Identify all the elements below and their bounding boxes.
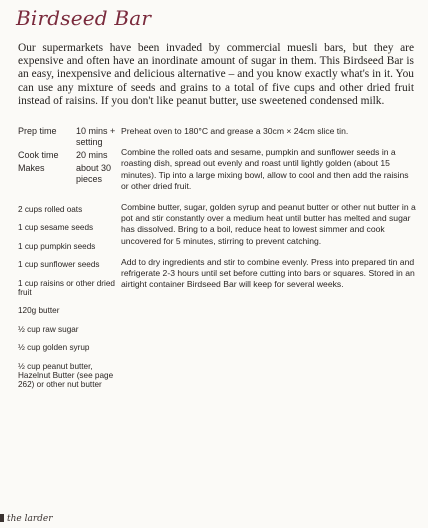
prep-time-value: 10 mins + setting: [76, 126, 116, 147]
recipe-meta: [18, 126, 128, 187]
makes-label: Makes: [18, 163, 45, 173]
makes-value: about 30 pieces: [76, 163, 112, 184]
ingredient-item: ½ cup golden syrup: [18, 343, 90, 353]
cook-time-label: Cook time: [18, 150, 59, 160]
ingredient-item: 1 cup sunflower seeds: [18, 260, 100, 270]
page-footer: [0, 514, 53, 524]
cook-time-value: 20 mins: [76, 150, 108, 160]
recipe-intro: Our supermarkets have been invaded by commercial muesli bars, but they are expensive and often have an inordinate amount of sugar in them. This Birdseed Bar is an easy, inexpensive and delicious alternative – and you know exactly what's in it. You can use any mixture of seeds and grains to a total of five cups and other dried fruit instead of raisins. If you don't like peanut butter, use sweetened condensed milk.: [18, 42, 414, 107]
prep-time-row: [18, 126, 128, 148]
footer-page-marker: [0, 514, 4, 522]
ingredients-list: [18, 205, 118, 399]
makes-row: [18, 163, 128, 185]
ingredient-item: 120g butter: [18, 306, 60, 316]
method-step: Preheat oven to 180°C and grease a 30cm × 24cm slice tin.: [121, 126, 349, 136]
prep-time-label: Prep time: [18, 126, 57, 136]
method-step: Combine butter, sugar, golden syrup and peanut butter or other nut butter in a pot and stir constantly over a medium heat until butter has melted and sugar has dissolved. Bring to a boil, reduce heat to lowest simmer and cook uncovered for 5 minutes, stirring to prevent catching.: [121, 202, 416, 246]
cook-time-row: [18, 150, 128, 161]
ingredient-item: 1 cup raisins or other dried fruit: [18, 278, 115, 298]
ingredient-item: 1 cup pumpkin seeds: [18, 241, 96, 251]
ingredient-item: ½ cup peanut butter, Hazelnut Butter (see page 262) or other nut butter: [18, 361, 114, 390]
method-step: Combine the rolled oats and sesame, pumpkin and sunflower seeds in a roasting dish, spread out evenly and roast until lightly golden (about 15 minutes). Tip into a large mixing bowl, allow to cool and then add the raisins or other dried fruit.: [121, 147, 409, 191]
footer-section-name: the larder: [7, 514, 53, 524]
ingredient-item: ½ cup raw sugar: [18, 324, 79, 334]
recipe-title: Birdseed Bar: [16, 6, 152, 30]
ingredient-item: 2 cups rolled oats: [18, 205, 83, 214]
method-steps: [121, 126, 416, 300]
ingredient-item: 1 cup sesame seeds: [18, 223, 94, 233]
method-step: Add to dry ingredients and stir to combine evenly. Press into prepared tin and refrigerate 2-3 hours until set before cutting into bars or squares. Stored in an airtight container Birdseed Bar will keep for several weeks.: [121, 256, 415, 290]
